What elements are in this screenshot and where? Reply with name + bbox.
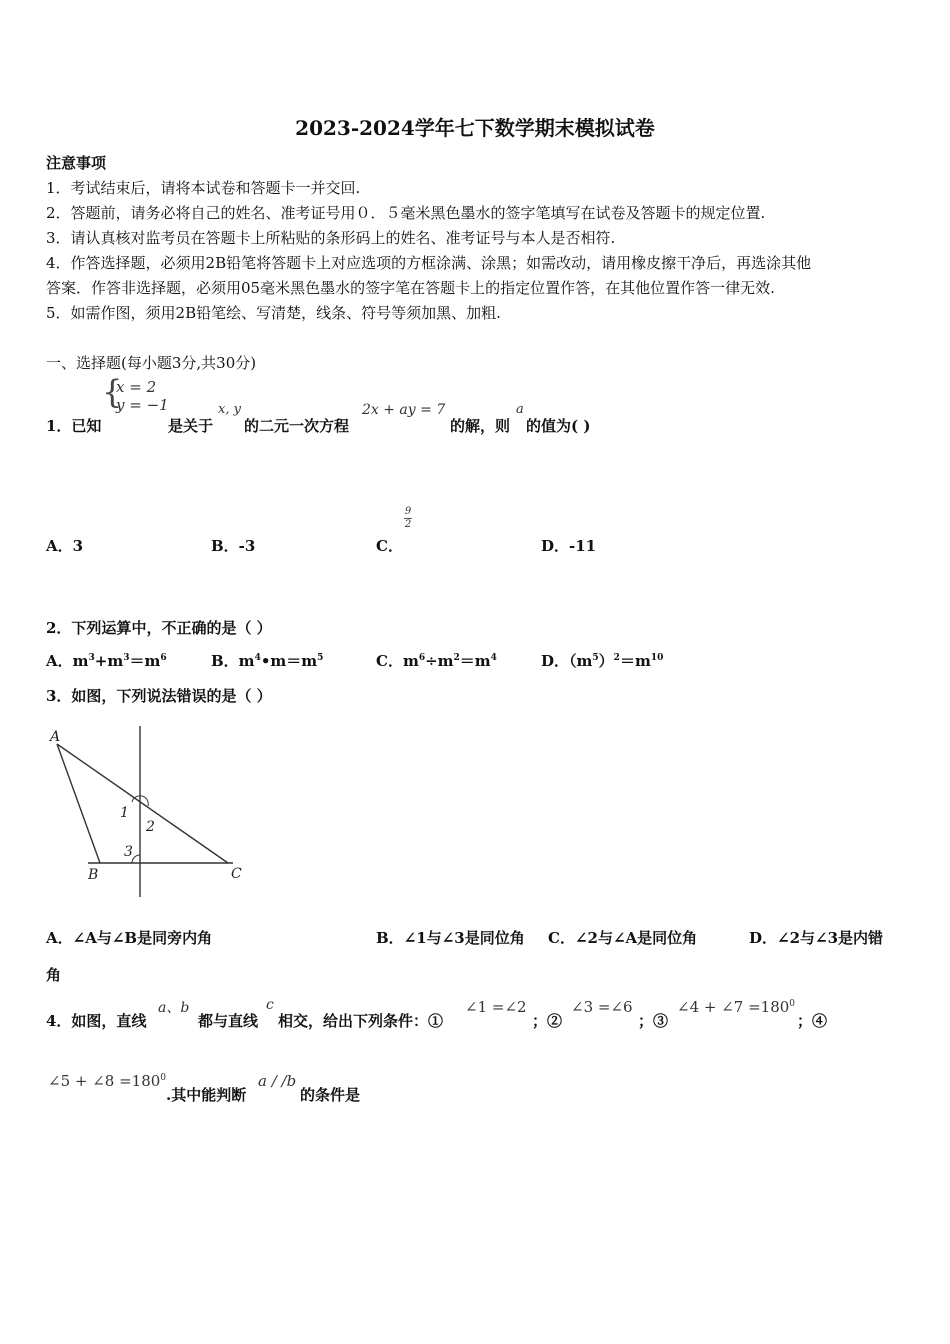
q2-option-a: A．$m^3+m^3=m^6$ — [46, 652, 167, 670]
q1-option-d: D．-11 — [541, 537, 597, 555]
q4-condition-2: ∠3 =∠6 — [571, 998, 633, 1016]
notice-line-2: 2．答题前，请务必将自己的姓名、准考证号用０．５毫米黑色墨水的签字笔填写在试卷及答题卡的规定位置. — [46, 204, 766, 222]
q1-option-c-numerator: 9 — [404, 506, 412, 517]
q1-text-4: 的值为( ) — [526, 417, 591, 435]
q4-text-6: ；④ — [797, 1012, 828, 1030]
q1-text-3: 的解，则 — [450, 417, 511, 435]
q4-text-8: 的条件是 — [300, 1086, 361, 1104]
label-b: B — [88, 867, 99, 883]
notice-line-5: 答案．作答非选择题，必须用05毫米黑色墨水的签字笔在答题卡上的指定位置作答，在其他位置作答一律无效. — [46, 279, 775, 297]
q4-text-4: ；② — [532, 1012, 563, 1030]
q4-condition-4: ∠5 + ∠8 $=180^0$ — [48, 1072, 167, 1090]
q4-parallel: a / /b — [258, 1072, 297, 1090]
q4-condition-1: ∠1 =∠2 — [465, 998, 527, 1016]
q3-option-b: B．∠1与∠3是同位角 — [376, 929, 525, 947]
q3-option-d: D．∠2与∠3是内错 — [749, 929, 884, 947]
notice-line-3: 3．请认真核对监考员在答题卡上所粘贴的条形码上的姓名、准考证号与本人是否相符. — [46, 229, 616, 247]
angle-arc-3 — [132, 855, 140, 863]
q3-option-a: A．∠A与∠B是同旁内角 — [46, 929, 213, 947]
q1-option-c-fraction — [403, 506, 413, 531]
q4-lines-ab: a、b — [158, 1000, 190, 1016]
q1-number: 1．已知 — [46, 417, 102, 435]
q2-option-c: C．$m^6\div m^2=m^4$ — [376, 652, 497, 670]
q1-text-2: 的二元一次方程 — [244, 417, 350, 435]
label-2: 2 — [146, 819, 155, 835]
label-3: 3 — [124, 844, 133, 860]
page-title: 2023-2024学年七下数学期末模拟试卷 — [295, 116, 655, 140]
q1-text-1: 是关于 — [168, 417, 214, 435]
section-choice-header: 一、选择题(每小题3分,共30分) — [46, 354, 257, 372]
q1-option-c-denominator: 2 — [404, 519, 412, 530]
q4-text-5: ；③ — [638, 1012, 669, 1030]
q1-system-line-2: y = −1 — [116, 396, 169, 414]
q4-text-3: 相交，给出下列条件：① — [278, 1012, 444, 1030]
q3-triangle-figure — [40, 722, 260, 902]
q1-option-c: C． — [376, 537, 403, 555]
q1-equation: 2x + ay = 7 — [362, 402, 446, 418]
q3-stem: 3．如图，下列说法错误的是（ ） — [46, 687, 272, 705]
label-1: 1 — [120, 805, 129, 821]
q2-option-b: B．$m^4•m=m^5$ — [211, 652, 324, 670]
q4-text-7: .其中能判断 — [166, 1086, 247, 1104]
label-c: C — [231, 866, 242, 882]
notice-line-1: 1．考试结束后，请将本试卷和答题卡一并交回. — [46, 179, 361, 197]
q1-option-b: B．-3 — [211, 537, 256, 555]
q1-system-brace: { — [102, 373, 123, 411]
notice-heading: 注意事项 — [46, 154, 107, 172]
q1-vars: x, y — [218, 402, 241, 417]
q1-option-a: A．3 — [46, 537, 84, 555]
q1-var-a: a — [516, 402, 524, 417]
q4-condition-3: ∠4 + ∠7 $=180^0$ — [677, 998, 796, 1016]
q2-option-d: D．$(m^5)^2=m^{10}$ — [541, 652, 664, 670]
q4-line-c: c — [266, 997, 274, 1013]
q1-system-line-1: x = 2 — [116, 378, 157, 396]
q3-option-d-continued: 角 — [46, 966, 62, 984]
q4-text-2: 都与直线 — [198, 1012, 259, 1030]
notice-line-6: 5．如需作图，须用2B铅笔绘、写清楚，线条、符号等须加黑、加粗. — [46, 304, 501, 322]
label-a: A — [50, 729, 61, 745]
q3-option-c: C．∠2与∠A是同位角 — [548, 929, 698, 947]
q4-text-1: 4．如图，直线 — [46, 1012, 147, 1030]
segment-ac — [57, 744, 228, 863]
notice-line-4: 4．作答选择题，必须用2B铅笔将答题卡上对应选项的方框涂满、涂黑；如需改动，请用橡皮擦干净后，再选涂其他 — [46, 254, 812, 272]
q2-stem: 2．下列运算中，不正确的是（ ） — [46, 619, 272, 637]
segment-ab — [57, 744, 100, 863]
